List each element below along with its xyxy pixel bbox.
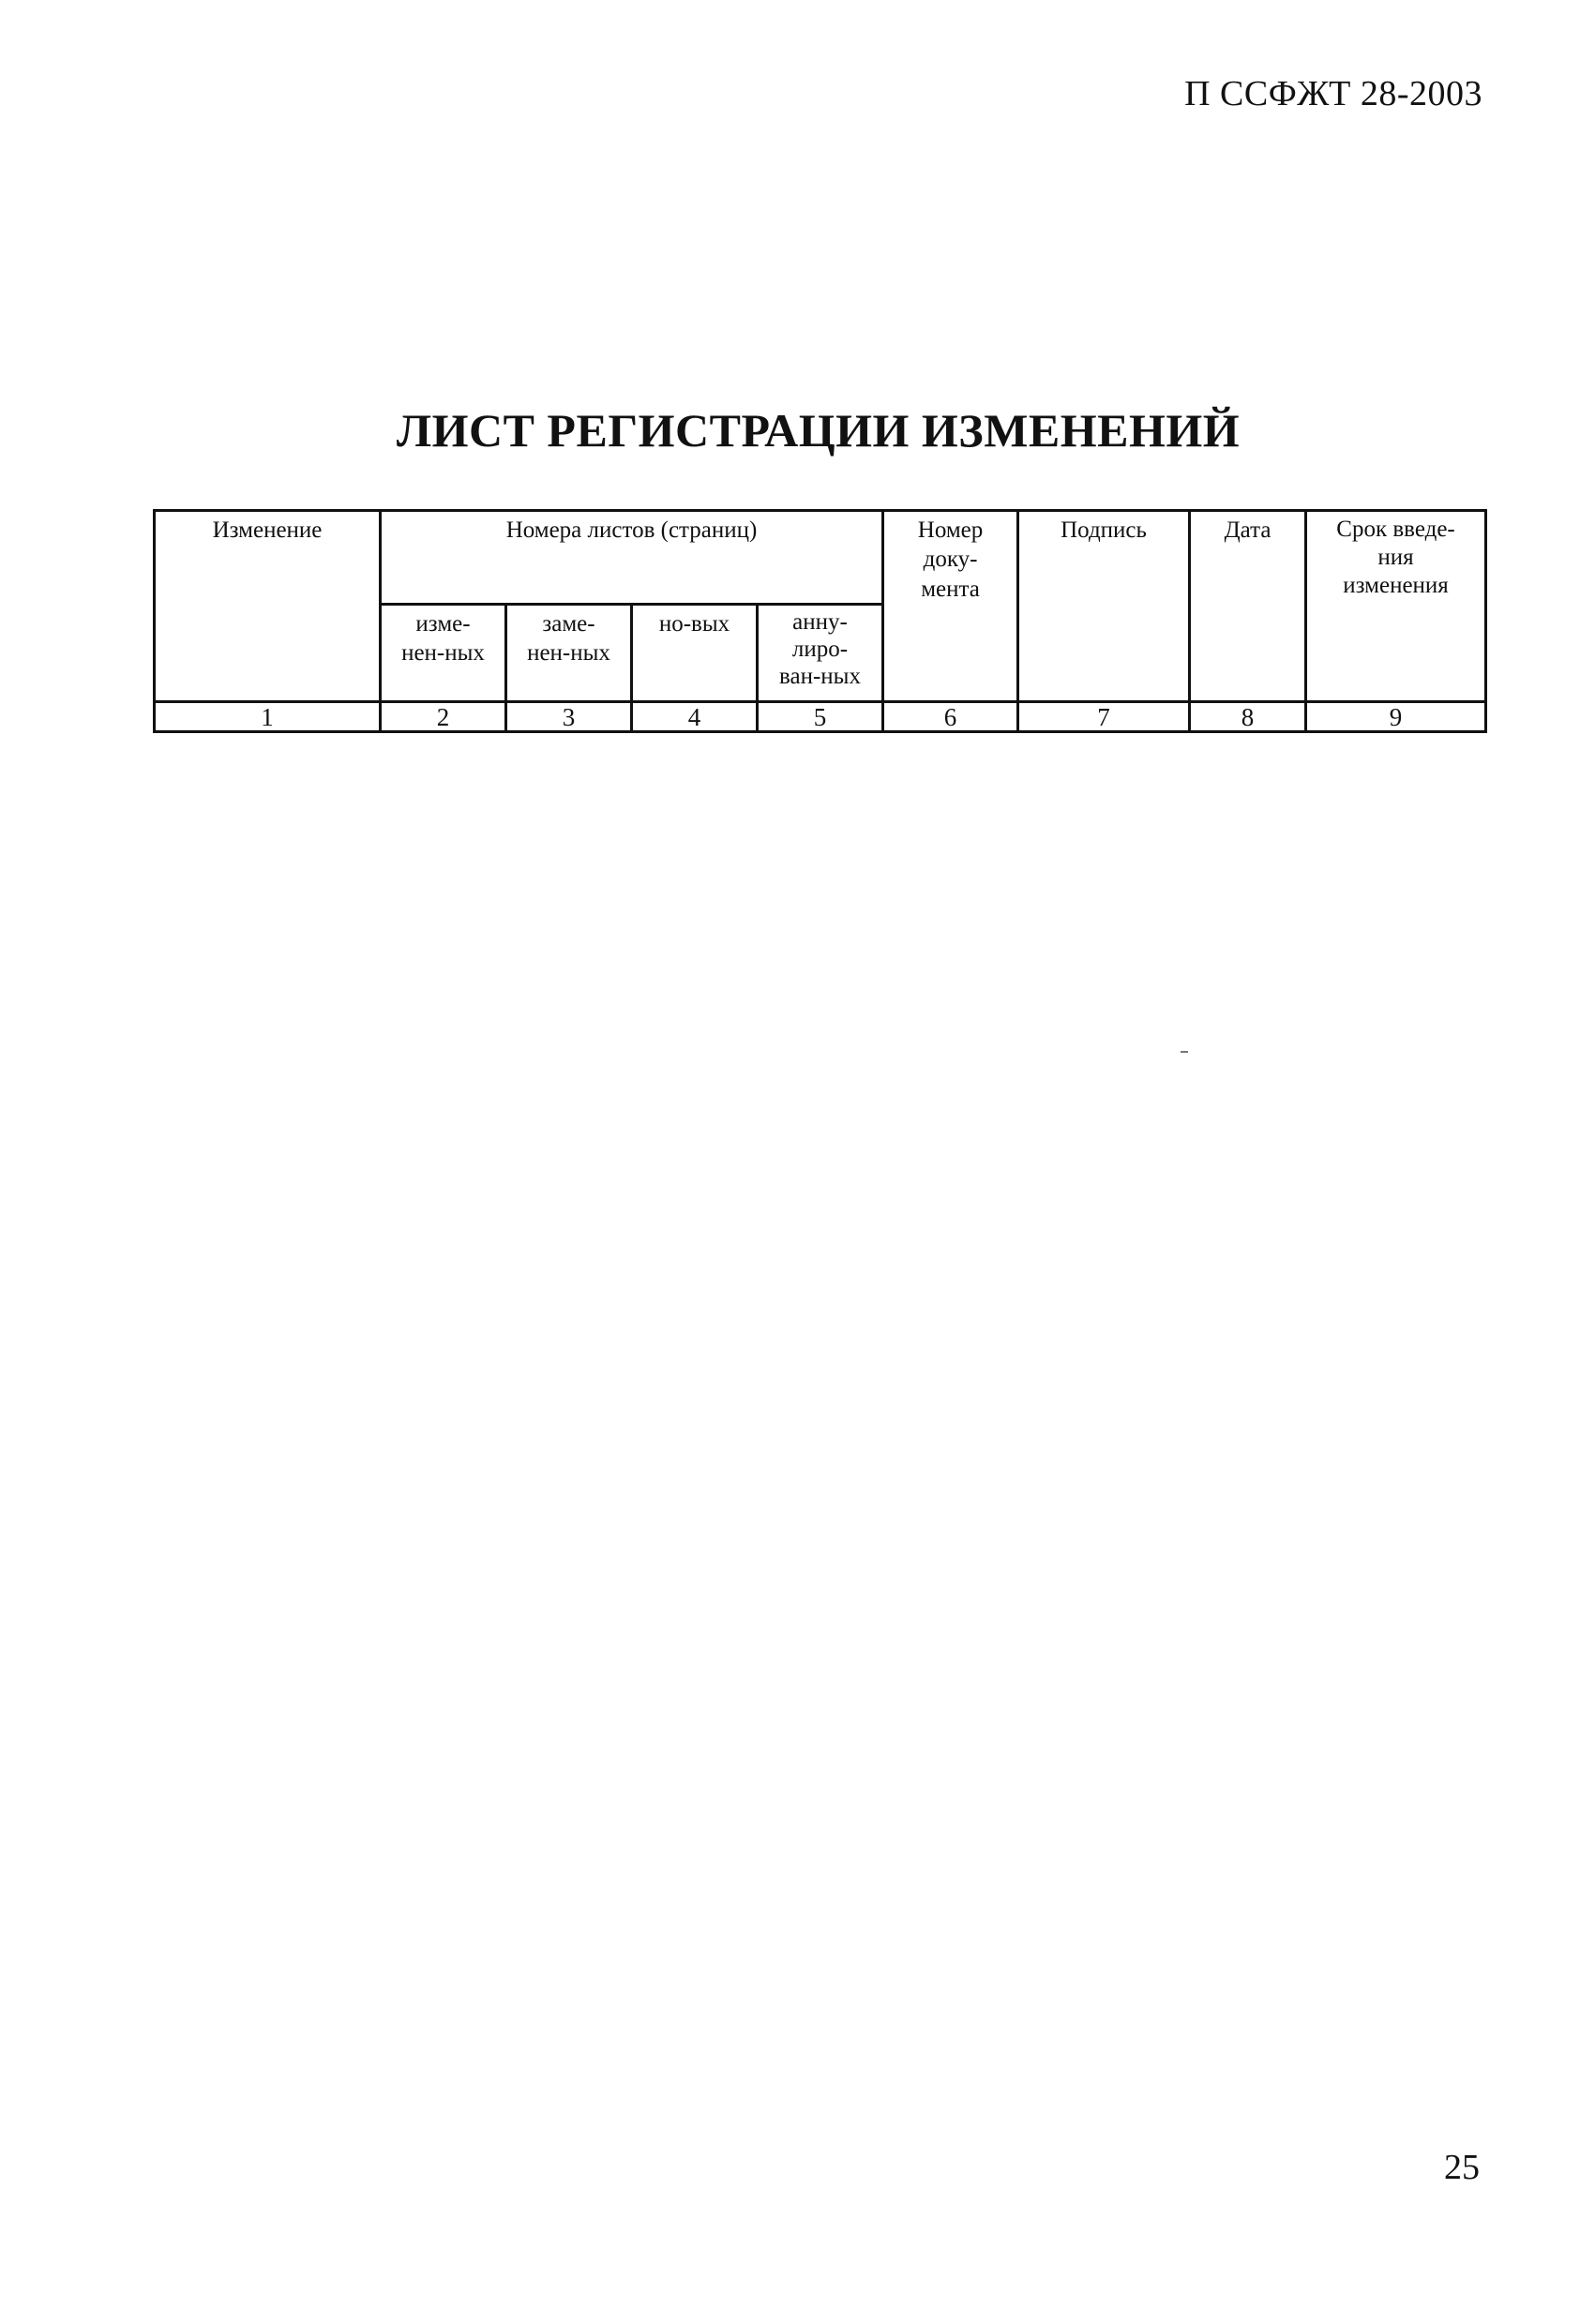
column-numbers-row <box>155 702 1486 732</box>
column-number: 5 <box>758 702 883 732</box>
column-number: 1 <box>155 702 381 732</box>
page-title: ЛИСТ РЕГИСТРАЦИИ ИЗМЕНЕНИЙ <box>396 404 1241 457</box>
column-number: 2 <box>381 702 506 732</box>
document-code: П ССФЖТ 28-2003 <box>1184 74 1482 113</box>
column-header-new: но-вых <box>632 605 758 702</box>
column-header-sheet-numbers: Номера листов (страниц) <box>381 511 883 605</box>
page-number: 25 <box>1444 2148 1480 2187</box>
column-header-annulled: анну- лиро- ван-ных <box>758 605 883 702</box>
column-number: 4 <box>632 702 758 732</box>
column-number: 8 <box>1190 702 1306 732</box>
column-header-replaced: заме- нен-ных <box>506 605 632 702</box>
column-header-signature: Подпись <box>1018 511 1190 702</box>
column-header-changed: изме- нен-ных <box>381 605 506 702</box>
change-registration-table <box>153 509 1487 733</box>
column-header-change: Изменение <box>155 511 381 702</box>
column-number: 6 <box>883 702 1018 732</box>
column-header-deadline: Срок введе- ния изменения <box>1306 511 1486 702</box>
column-header-date: Дата <box>1190 511 1306 702</box>
column-number: 3 <box>506 702 632 732</box>
scan-mark <box>1181 1051 1188 1053</box>
column-number: 7 <box>1018 702 1190 732</box>
column-number: 9 <box>1306 702 1486 732</box>
header-row <box>155 511 1486 605</box>
column-header-document-number: Номер доку- мента <box>883 511 1018 702</box>
